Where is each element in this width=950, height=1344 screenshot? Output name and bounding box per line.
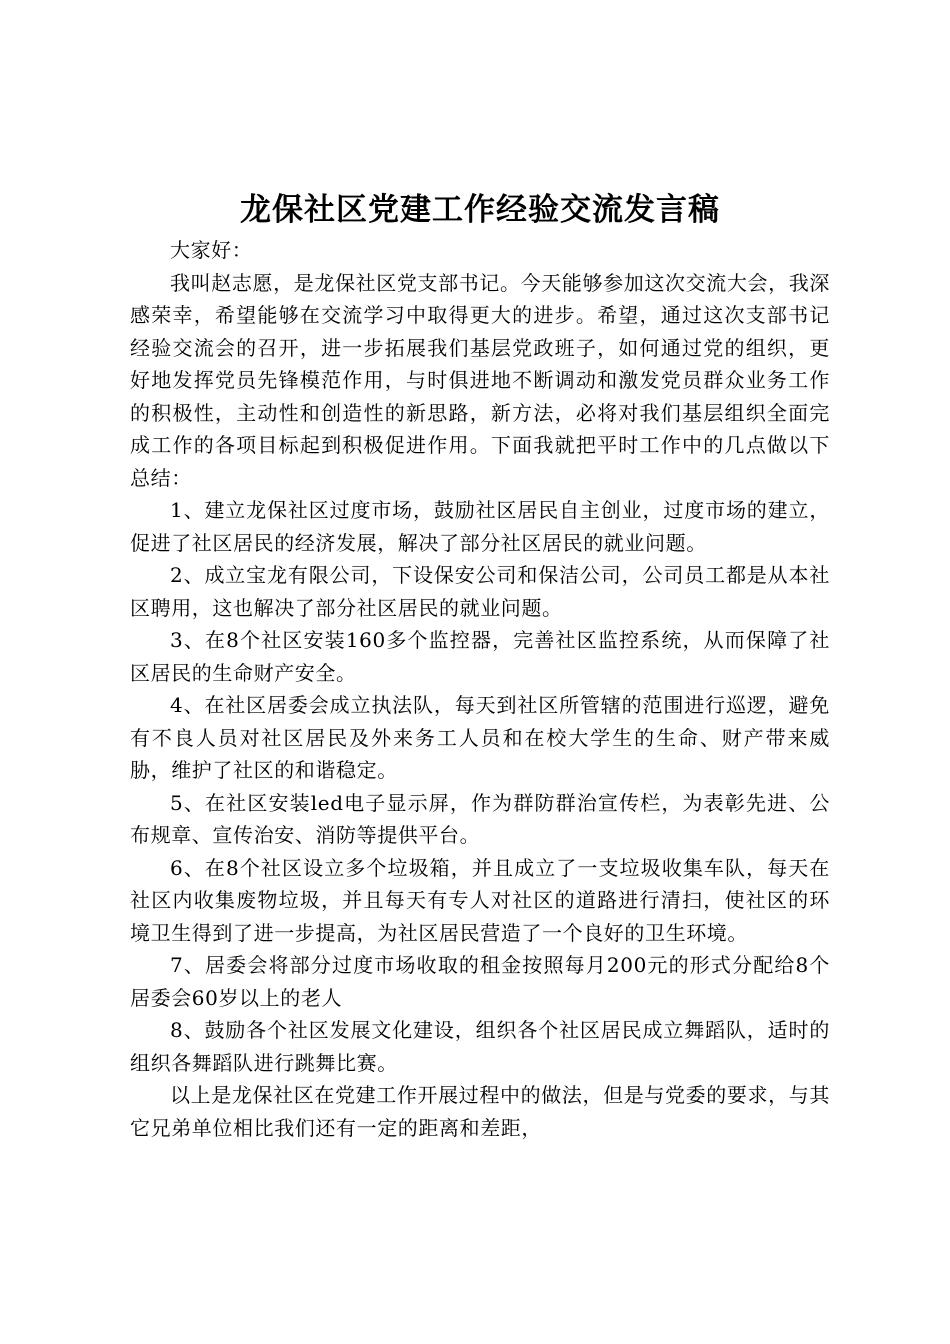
list-item: 3、在8个社区安装160多个监控器，完善社区监控系统，从而保障了社区居民的生命财产安全。 [130, 628, 830, 685]
list-item: 8、鼓励各个社区发展文化建设，组织各个社区居民成立舞蹈队，适时的组织各舞蹈队进行跳舞比赛。 [130, 1018, 830, 1075]
list-item: 5、在社区安装led电子显示屏，作为群防群治宣传栏，为表彰先进、公布规章、宣传治安、消防等提供平台。 [130, 790, 830, 847]
list-item: 2、成立宝龙有限公司，下设保安公司和保洁公司，公司员工都是从本社区聘用，这也解决了部分社区居民的就业问题。 [130, 563, 830, 620]
list-item: 7、居委会将部分过度市场收取的租金按照每月200元的形式分配给8个居委会60岁以上的老人 [130, 953, 830, 1010]
document-title: 龙保社区党建工作经验交流发言稿 [240, 192, 720, 228]
list-item: 4、在社区居委会成立执法队，每天到社区所管辖的范围进行巡逻，避免有不良人员对社区居民及外来务工人员和在校大学生的生命、财产带来威胁，维护了社区的和谐稳定。 [130, 693, 830, 782]
list-item: 1、建立龙保社区过度市场，鼓励社区居民自主创业，过度市场的建立，促进了社区居民的经济发展，解决了部分社区居民的就业问题。 [130, 498, 830, 555]
greeting-paragraph: 大家好： [170, 238, 253, 262]
document-page [130, 188, 830, 1144]
intro-paragraph: 我叫赵志愿，是龙保社区党支部书记。今天能够参加这次交流大会，我深感荣幸，希望能够在交流学习中取得更大的进步。希望，通过这次支部书记经验交流会的召开，进一步拓展我们基层党政班子，如何通过党的组织，更好地发挥党员先锋模范作用，与时俱进地不断调动和激发党员群众业务工作的积极性，主动性和创造性的新思路，新方法，必将对我们基层组织全面完成工作的各项目标起到积极促进作用。下面我就把平时工作中的几点做以下总结： [130, 270, 830, 490]
list-item: 6、在8个社区设立多个垃圾箱，并且成立了一支垃圾收集车队，每天在社区内收集废物垃圾，并且每天有专人对社区的道路进行清扫，使社区的环境卫生得到了进一步提高，为社区居民营造了一个良好的卫生环境。 [130, 855, 830, 945]
closing-paragraph: 以上是龙保社区在党建工作开展过程中的做法，但是与党委的要求，与其它兄弟单位相比我们还有一定的距离和差距， [130, 1083, 830, 1140]
